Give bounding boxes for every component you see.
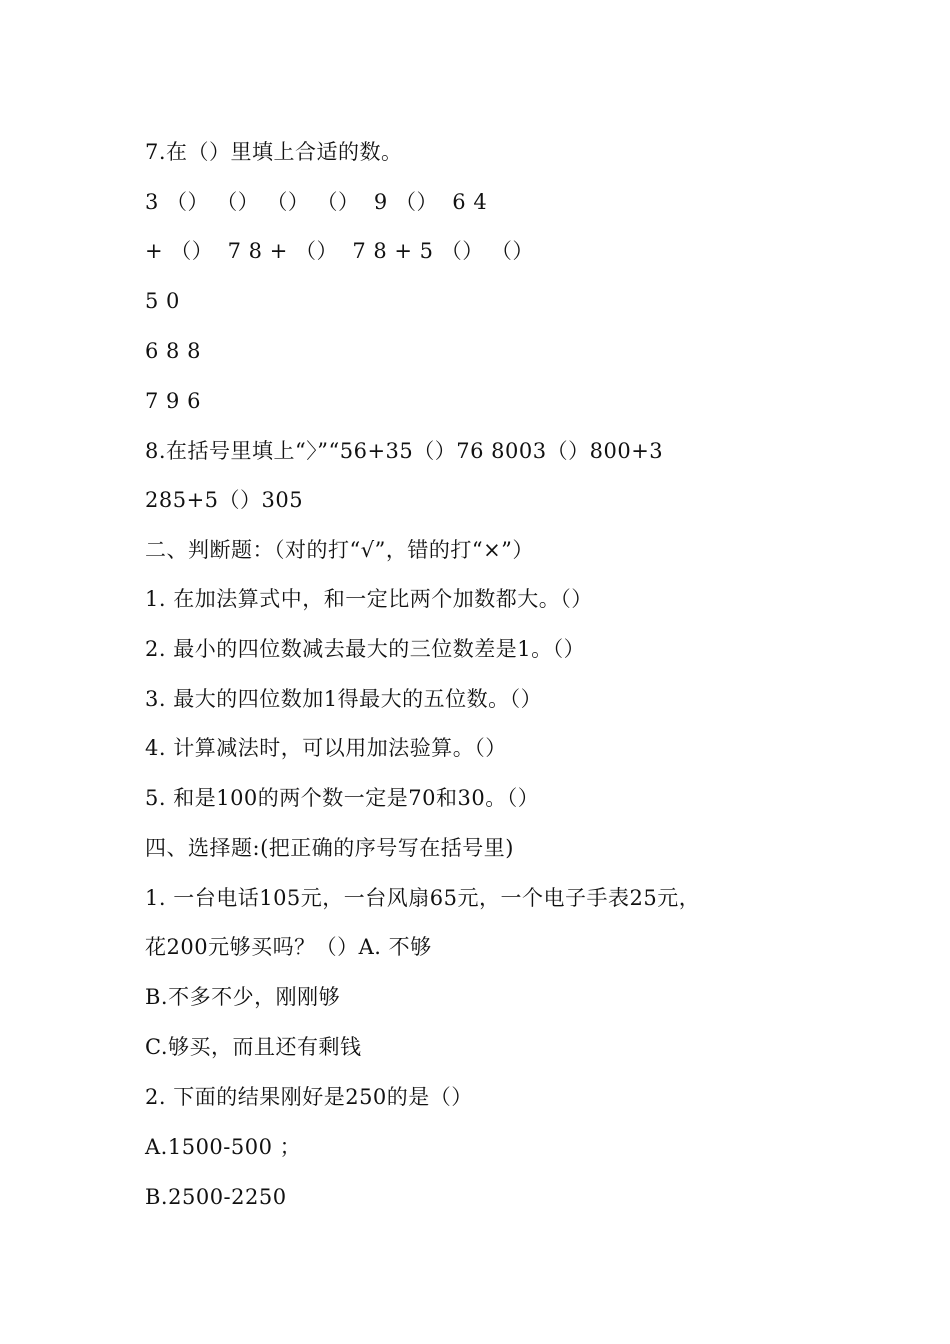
question-8-row: 285+5（）305 bbox=[145, 488, 304, 512]
judgment-item-3: 3. 最大的四位数加1得最大的五位数。（） bbox=[145, 687, 543, 711]
choice-item-1-option-b: B.不多不少，刚刚够 bbox=[145, 985, 341, 1009]
question-7-title: 7.在（）里填上合适的数。 bbox=[145, 140, 403, 164]
question-7-row-2: + （） 7 8 + （） 7 8 + 5 （） （） bbox=[145, 239, 534, 263]
section-judgment-heading: 二、判断题：（对的打“√”，错的打“×”） bbox=[145, 538, 534, 562]
choice-item-1: 1. 一台电话105元，一台风扇65元，一个电子手表25元， bbox=[145, 886, 701, 910]
question-7-row-5: 7 9 6 bbox=[145, 389, 201, 413]
judgment-item-5: 5. 和是100的两个数一定是70和30。（） bbox=[145, 786, 540, 810]
question-7-row-3: 5 0 bbox=[145, 289, 180, 313]
question-7-row-1: 3 （） （） （） （） 9 （） 6 4 bbox=[145, 190, 488, 214]
judgment-item-1: 1. 在加法算式中，和一定比两个加数都大。（） bbox=[145, 587, 593, 611]
question-7-row-4: 6 8 8 bbox=[145, 339, 201, 363]
choice-item-2-option-a: A.1500-500 ； bbox=[145, 1135, 302, 1159]
section-choice-heading: 四、选择题:(把正确的序号写在括号里) bbox=[145, 836, 514, 860]
judgment-item-2: 2. 最小的四位数减去最大的三位数差是1。（） bbox=[145, 637, 586, 661]
choice-item-2: 2. 下面的结果刚好是250的是（） bbox=[145, 1085, 473, 1109]
question-8-title: 8.在括号里填上“〉”“56+35（）76 8003（）800+3 bbox=[145, 439, 664, 463]
choice-item-1-option-c: C.够买，而且还有剩钱 bbox=[145, 1035, 362, 1059]
judgment-item-4: 4. 计算减法时，可以用加法验算。（） bbox=[145, 736, 507, 760]
choice-item-1-cont: 花200元够买吗？（）A. 不够 bbox=[145, 935, 432, 959]
choice-item-2-option-b: B.2500-2250 bbox=[145, 1185, 287, 1209]
